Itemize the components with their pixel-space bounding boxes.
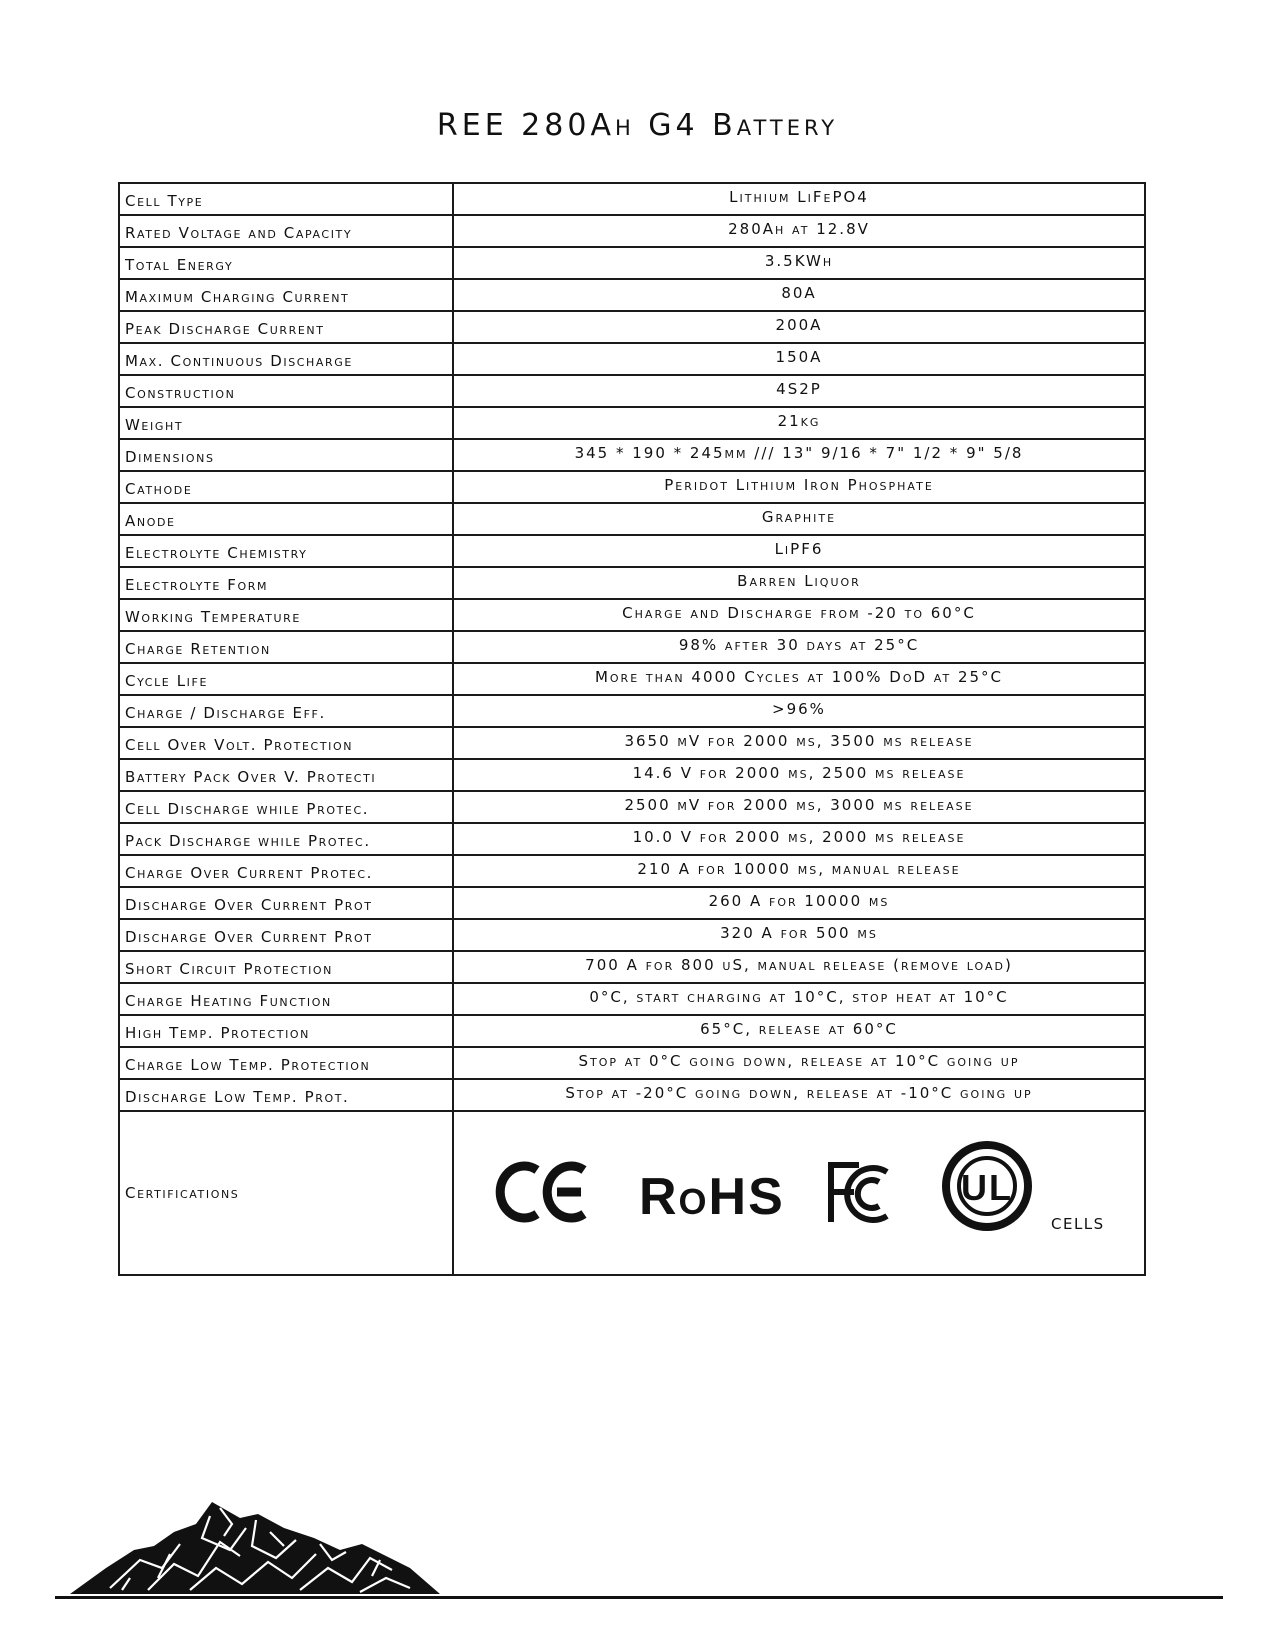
spec-value: 65°C, release at 60°C [453,1015,1145,1047]
spec-value: Lithium LiFePO4 [453,183,1145,215]
ce-mark-icon [500,1166,584,1218]
spec-row [119,439,1145,471]
spec-row [119,759,1145,791]
footer-rule [55,1596,1223,1599]
spec-value: Graphite [453,503,1145,535]
spec-row [119,791,1145,823]
spec-label: Total Energy [119,247,453,279]
spec-value: LiPF6 [453,535,1145,567]
spec-row [119,183,1145,215]
spec-value: 21kg [453,407,1145,439]
spec-value: 3650 mV for 2000 ms, 3500 ms release [453,727,1145,759]
spec-row [119,1015,1145,1047]
spec-table [118,182,1146,1276]
spec-label: Weight [119,407,453,439]
spec-value: 3.5KWh [453,247,1145,279]
spec-value: 260 A for 10000 ms [453,887,1145,919]
page-title: REE 280Ah G4 Battery [436,108,839,143]
spec-row [119,1047,1145,1079]
spec-row [119,855,1145,887]
spec-label: Electrolyte Chemistry [119,535,453,567]
spec-row [119,343,1145,375]
spec-value: 150A [453,343,1145,375]
spec-label: Charge Over Current Protec. [119,855,453,887]
spec-label: Maximum Charging Current [119,279,453,311]
spec-label: Rated Voltage and Capacity [119,215,453,247]
spec-label: Short Circuit Protection [119,951,453,983]
spec-row [119,279,1145,311]
spec-label: Cell Discharge while Protec. [119,791,453,823]
spec-value: 280Ah at 12.8V [453,215,1145,247]
certifications-logos [453,1111,1145,1275]
spec-label: Dimensions [119,439,453,471]
spec-row [119,823,1145,855]
spec-label: Cell Over Volt. Protection [119,727,453,759]
spec-row [119,535,1145,567]
spec-label: Charge Heating Function [119,983,453,1015]
spec-label: Max. Continuous Discharge [119,343,453,375]
spec-label: Electrolyte Form [119,567,453,599]
spec-value: 14.6 V for 2000 ms, 2500 ms release [453,759,1145,791]
spec-label: Anode [119,503,453,535]
fcc-logo-icon [831,1162,887,1222]
spec-row [119,695,1145,727]
spec-value: Stop at -20°C going down, release at -10°C going up [453,1079,1145,1111]
spec-label: Charge Retention [119,631,453,663]
spec-row [119,1079,1145,1111]
spec-label: Cell Type [119,183,453,215]
spec-row [119,887,1145,919]
svg-text:UL: UL [961,1167,1013,1208]
spec-value: 210 A for 10000 ms, manual release [453,855,1145,887]
spec-value: 4S2P [453,375,1145,407]
spec-value: Charge and Discharge from -20 to 60°C [453,599,1145,631]
spec-value: 10.0 V for 2000 ms, 2000 ms release [453,823,1145,855]
spec-row [119,215,1145,247]
spec-value: 200A [453,311,1145,343]
spec-value: 320 A for 500 ms [453,919,1145,951]
spec-label: Discharge Over Current Prot [119,919,453,951]
spec-row [119,727,1145,759]
spec-value: 700 A for 800 uS, manual release (remove load) [453,951,1145,983]
ul-logo-icon [946,1145,1028,1227]
spec-row [119,599,1145,631]
spec-row [119,503,1145,535]
mountain-logo-icon [70,1498,440,1598]
spec-row [119,663,1145,695]
spec-label: Cathode [119,471,453,503]
ul-cells-label: CELLS [1051,1215,1105,1233]
spec-label: Charge / Discharge Eff. [119,695,453,727]
spec-row [119,951,1145,983]
spec-value: >96% [453,695,1145,727]
spec-label: Discharge Low Temp. Prot. [119,1079,453,1111]
spec-label: Pack Discharge while Protec. [119,823,453,855]
spec-label: High Temp. Protection [119,1015,453,1047]
spec-label: Working Temperature [119,599,453,631]
certifications-label: Certifications [119,1111,453,1275]
spec-value: Barren Liquor [453,567,1145,599]
spec-value: 98% after 30 days at 25°C [453,631,1145,663]
spec-label: Battery Pack Over V. Protecti [119,759,453,791]
spec-label: Cycle Life [119,663,453,695]
spec-label: Construction [119,375,453,407]
spec-row [119,983,1145,1015]
spec-row [119,375,1145,407]
spec-value: 80A [453,279,1145,311]
spec-row [119,311,1145,343]
spec-value: Stop at 0°C going down, release at 10°C going up [453,1047,1145,1079]
spec-row [119,567,1145,599]
spec-value: 2500 mV for 2000 ms, 3000 ms release [453,791,1145,823]
rohs-logo: RoHS [639,1168,785,1226]
spec-value: 345 * 190 * 245mm /// 13" 9/16 * 7" 1/2 * 9" 5/8 [453,439,1145,471]
spec-label: Peak Discharge Current [119,311,453,343]
spec-row [119,247,1145,279]
spec-row [119,471,1145,503]
spec-label: Discharge Over Current Prot [119,887,453,919]
spec-value: 0°C, start charging at 10°C, stop heat at 10°C [453,983,1145,1015]
spec-value: More than 4000 Cycles at 100% DoD at 25°C [453,663,1145,695]
spec-row [119,407,1145,439]
spec-row [119,631,1145,663]
spec-label: Charge Low Temp. Protection [119,1047,453,1079]
spec-value: Peridot Lithium Iron Phosphate [453,471,1145,503]
spec-row [119,919,1145,951]
certifications-row [119,1111,1145,1275]
spec-table-body [119,183,1145,1111]
